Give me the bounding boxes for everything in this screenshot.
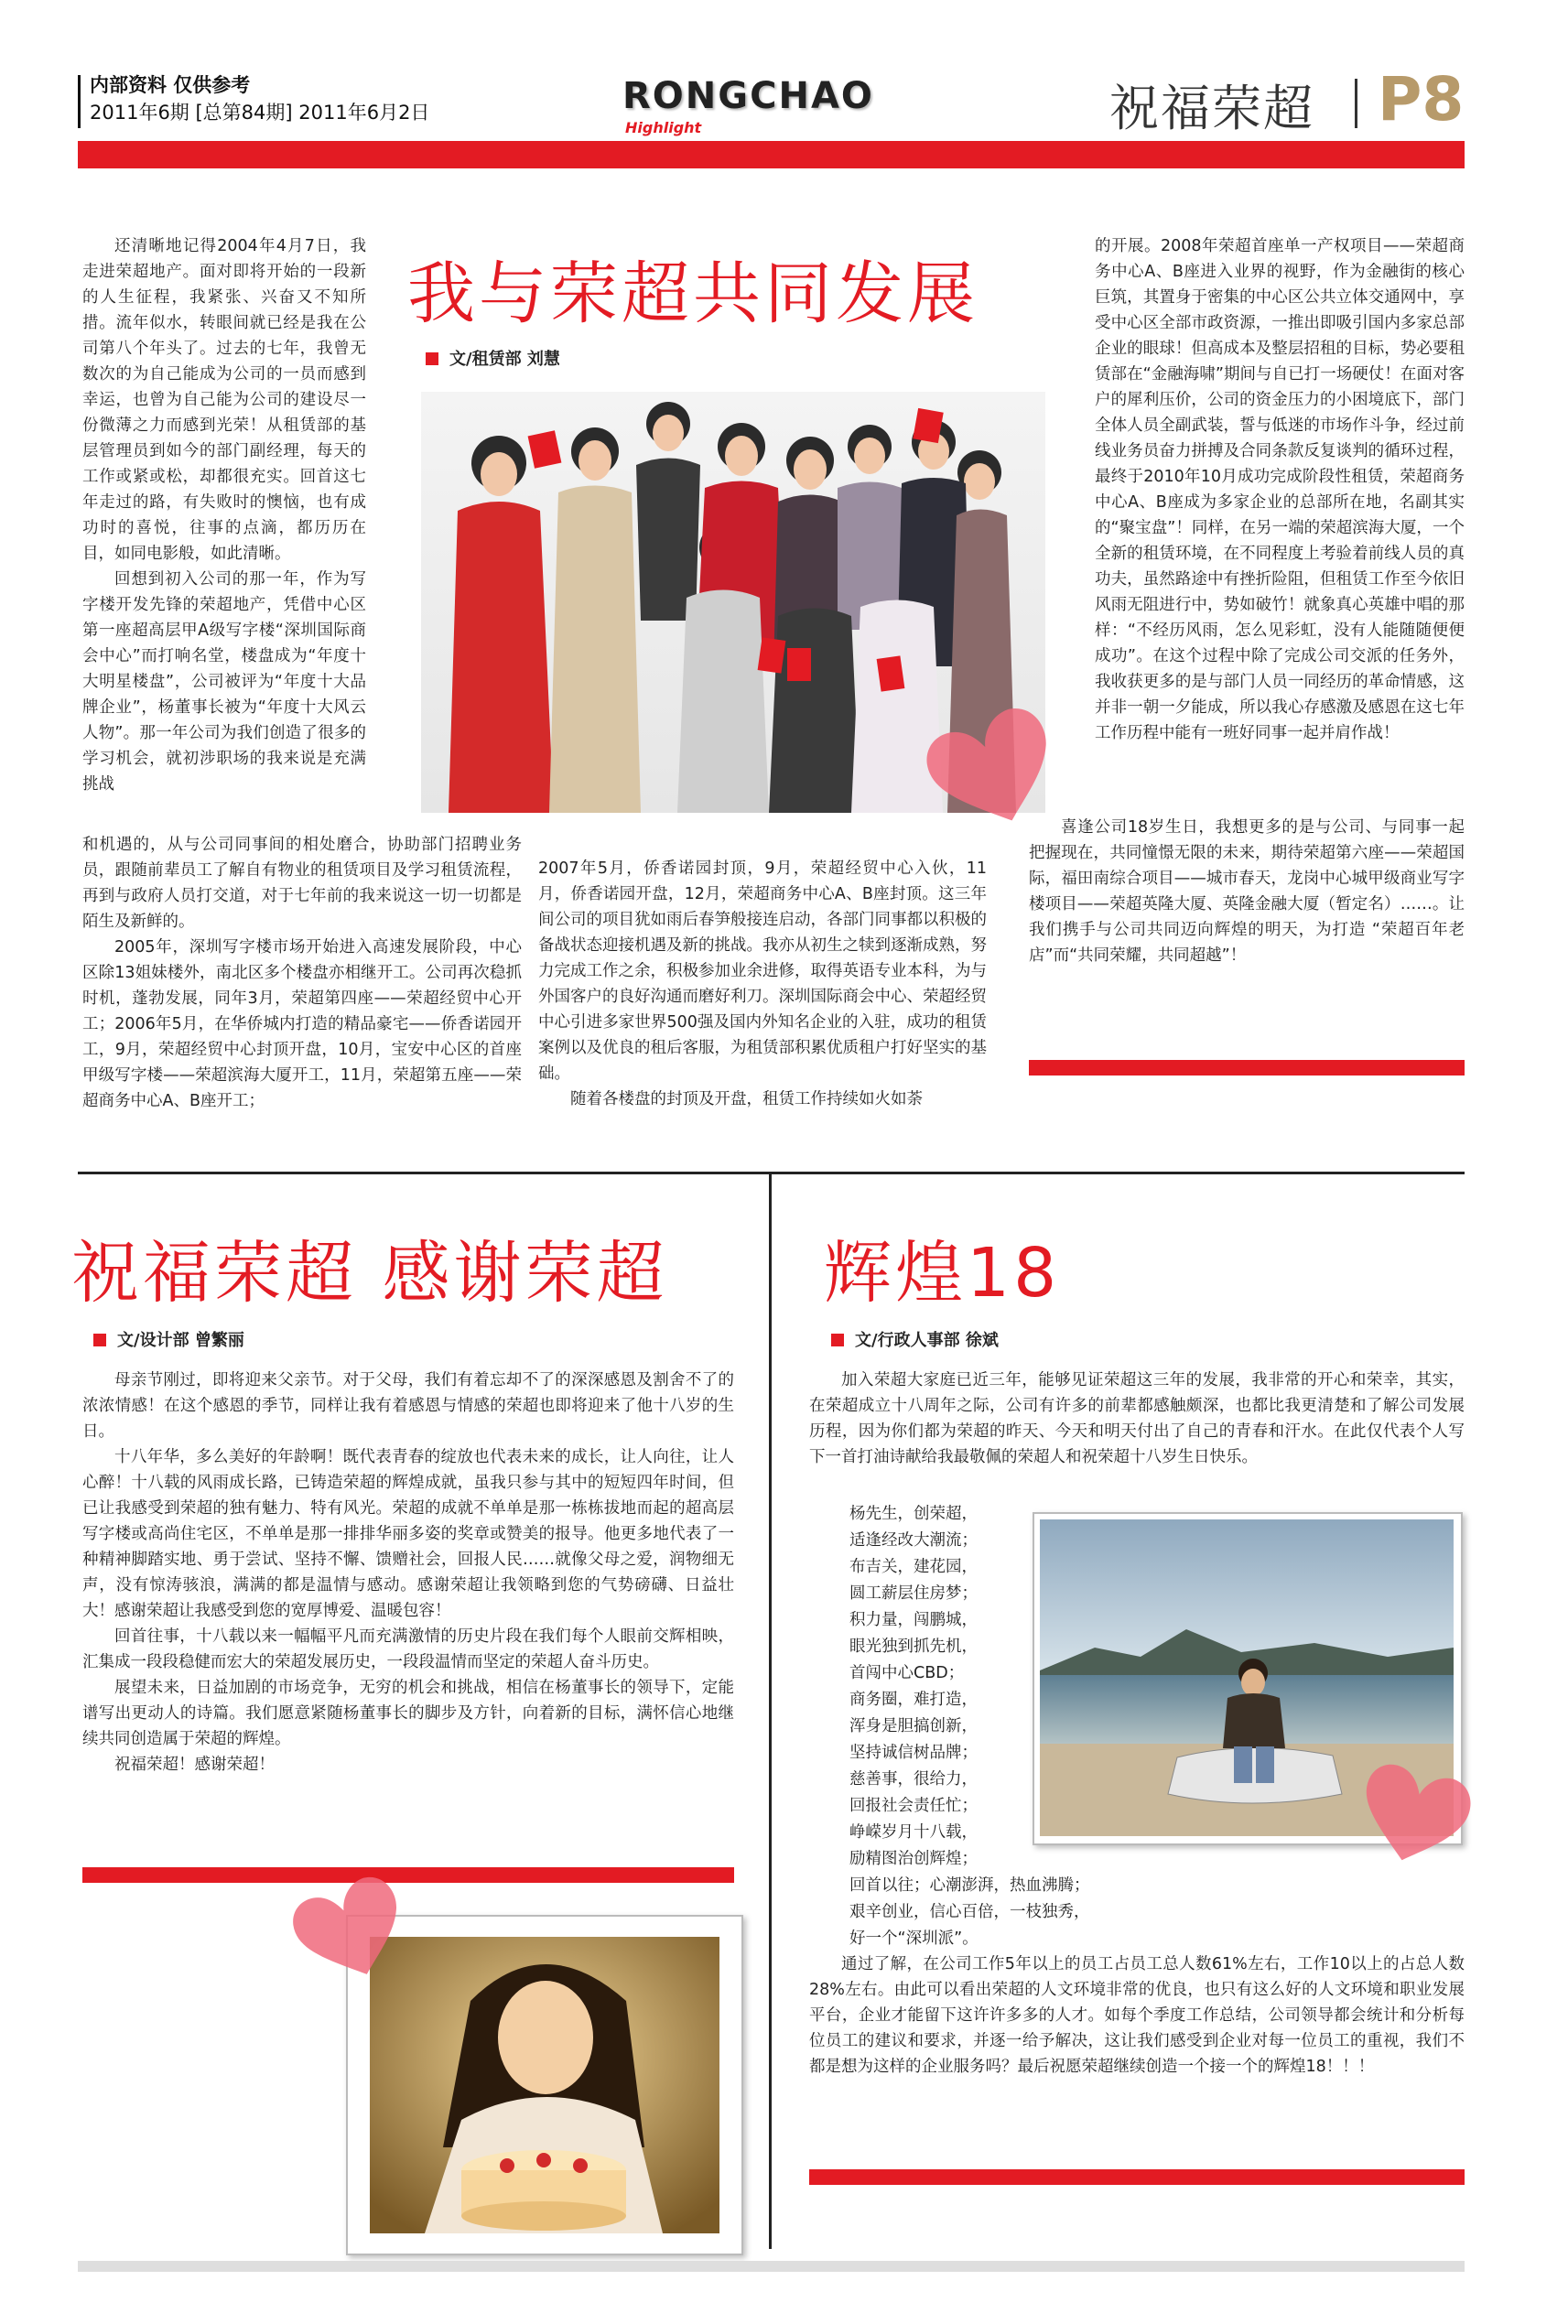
brand-subtitle: Highlight xyxy=(625,119,702,136)
article3-byline xyxy=(831,1327,999,1351)
poem-line: 回首以往；心潮澎湃，热血沸腾； xyxy=(849,1876,1090,1895)
issue-date: 2011年6期 [总第84期] 2011年6月2日 xyxy=(90,102,430,124)
brand-logo: RONGCHAO xyxy=(622,75,874,117)
cake-photo xyxy=(370,1937,719,2233)
article1-paragraph: 回想到初入公司的那一年，作为写字楼开发先锋的荣超地产，凭借中心区第一座超高层甲A级写字楼“深圳国际商会中心”而打响名堂，楼盘成为“年度十大明星楼盘”，公司被评为“年度十大品牌企业”，杨董事长被为“年度十大风云人物”。那一年公司为我们创造了很多的学习机会，就初涉职场的我来说是充满挑战 xyxy=(82,570,366,794)
poem-line: 艰辛创业，信心百倍，一枝独秀， xyxy=(849,1903,1090,1921)
article2-paragraph: 回首往事，十八载以来一幅幅平凡而充满激情的历史片段在我们每个人眼前交辉相映，汇集成一段段稳健而宏大的荣超发展历史，一段段温情而坚定的荣超人奋斗历史。 xyxy=(82,1627,734,1671)
page-number: P8 xyxy=(1378,64,1465,135)
poem-line: 适逢经改大潮流； xyxy=(849,1531,978,1550)
article1-col2 xyxy=(538,856,987,1112)
poem-line: 商务圈，难打造， xyxy=(849,1691,978,1709)
byline-marker xyxy=(93,1334,106,1346)
article2-body xyxy=(82,1367,734,1778)
article1-col1-wide xyxy=(82,832,522,1114)
heart-icon xyxy=(925,705,1062,833)
article1-paragraph: 还清晰地记得2004年4月7日，我走进荣超地产。面对即将开始的一段新的人生征程，我紧张、兴奋又不知所措。流年似水，转眼间就已经是我在公司第八个年头了。过去的七年，我曾无数次的为自己能成为公司的一员而感到幸运，也曾为自己能为公司的建设尽一份微薄之力而感到光荣！从租赁部的基层管理员到如今的部门副经理，每天的工作或紧或松，却都很充实。回首这七年走过的路，有失败时的懊恼，也有成功时的喜悦，往事的点滴，都历历在目，如同电影般，如此清晰。 xyxy=(82,237,366,563)
article3-paragraph: 加入荣超大家庭已近三年，能够见证荣超这三年的发展，我非常的开心和荣幸，其实，在荣超成立十八周年之际，公司有许多的前辈都感触颇深，也都比我更清楚和了解公司发展历程，因为你们都为荣超的昨天、今天和明天付出了自己的青春和汗水。在此仅代表个人写下一首打油诗献给我最敬佩的荣超人和祝荣超十八岁生日快乐。 xyxy=(809,1371,1465,1466)
poem-line: 慈善事，很给力， xyxy=(849,1770,978,1789)
title-separator xyxy=(1355,79,1357,128)
article1-paragraph: 喜逢公司18岁生日，我想更多的是与公司、与同事一起把握现在，共同憧憬无限的未来，期待荣超第六座——荣超国际，福田南综合项目——城市春天，龙岗中心城甲级商业写字楼项目——荣超英隆大厦、英隆金融大厦（暂定名）……。让我们携手与公司共同迈向辉煌的明天，为打造 “荣超百年老店”而“共同荣耀，共同超越”！ xyxy=(1029,818,1465,965)
article1-end-bar xyxy=(1029,1060,1465,1076)
column-divider xyxy=(769,1173,772,2249)
article3-outro xyxy=(809,1951,1465,2080)
poem-line: 浑身是胆搞创新， xyxy=(849,1717,978,1735)
footer-bar xyxy=(78,2261,1465,2272)
section-title: 祝福荣超 xyxy=(1109,80,1314,137)
article2-paragraph: 展望未来，日益加剧的市场竞争，无穷的机会和挑战，相信在杨董事长的领导下，定能谱写出更动人的诗篇。我们愿意紧随杨董事长的脚步及方针，向着新的目标，满怀信心地继续共同创造属于荣超的辉煌。 xyxy=(82,1679,734,1748)
article1-col3-wide xyxy=(1029,815,1465,968)
article3-end-bar xyxy=(809,2169,1465,2185)
issue-info xyxy=(90,71,429,126)
article2-paragraph: 十八年华，多么美好的年龄啊！既代表青春的绽放也代表未来的成长，让人向往，让人心醉！十八载的风雨成长路，已铸造荣超的辉煌成就，虽我只参与其中的短短四年时间，但已让我感受到荣超的独有魅力、特有风光。荣超的成就不单单是那一栋栋拔地而起的超高层写字楼或高尚住宅区，不单单是那一排排华丽多姿的奖章或赞美的报导。他更多地代表了一种精神脚踏实地、勇于尝试、坚持不懈、馈赠社会，回报人民……就像父母之爱，润物细无声，没有惊涛骇浪，满满的都是温情与感动。感谢荣超让我领略到您的气势磅礴、日益壮大！感谢荣超让我感受到您的宽厚博爱、温暖包容！ xyxy=(82,1448,734,1620)
article1-byline xyxy=(426,346,560,370)
poem-line: 励精图治创辉煌； xyxy=(849,1850,978,1868)
article1-title: 我与荣超共同发展 xyxy=(407,254,979,333)
article1-paragraph: 和机遇的，从与公司同事间的相处磨合，协助部门招聘业务员，跟随前辈员工了解自有物业的租赁项目及学习租赁流程，再到与政府人员打交道，对于七年前的我来说这一切一切都是陌生及新鲜的。 xyxy=(82,836,522,931)
article1-paragraph: 2007年5月，侨香诺园封顶，9月，荣超经贸中心入伙，11月，侨香诺园开盘，12月，荣超商务中心A、B座封顶。这三年间公司的项目犹如雨后春笋般接连启动，各部门同事都以积极的备战状态迎接机遇及新的挑战。我亦从初生之犊到逐渐成熟，努力完成工作之余，积极参加业余进修，取得英语专业本科，为与外国客户的良好沟通而磨好利刀。深圳国际商会中心、荣超经贸中心引进多家世界500强及国内外知名企业的入驻，成功的租赁案例以及优良的租后客服，为租赁部积累优质租户打好坚实的基础。 xyxy=(538,859,987,1083)
article2-author: 文/设计部 曾繁丽 xyxy=(117,1331,244,1350)
article2-paragraph: 祝福荣超！感谢荣超！ xyxy=(114,1756,275,1774)
article1-author: 文/租赁部 刘慧 xyxy=(449,350,560,369)
poem-line: 眼光独到抓先机， xyxy=(849,1638,978,1656)
poem-line: 杨先生，创荣超， xyxy=(849,1505,978,1523)
article2-title: 祝福荣超 感谢荣超 xyxy=(71,1234,668,1313)
heart-icon xyxy=(1355,1759,1474,1869)
poem-line: 坚持诚信树品牌； xyxy=(849,1744,978,1762)
article1-paragraph: 随着各楼盘的封顶及开盘，租赁工作持续如火如荼 xyxy=(570,1090,923,1108)
poem-line: 回报社会责任忙； xyxy=(849,1797,978,1815)
poem-line: 好一个“深圳派”。 xyxy=(849,1929,979,1948)
header-red-bar xyxy=(78,141,1465,168)
article3-author: 文/行政人事部 徐斌 xyxy=(855,1331,999,1350)
heart-icon xyxy=(291,1875,410,1984)
poem-line: 首闯中心CBD； xyxy=(849,1664,965,1682)
article1-col1 xyxy=(82,233,366,797)
article2-paragraph: 母亲节刚过，即将迎来父亲节。对于父母，我们有着忘却不了的深深感恩及割舍不了的浓浓情感！在这个感恩的季节，同样让我有着感恩与情感的荣超也即将迎来了他十八岁的生日。 xyxy=(82,1371,734,1441)
header-divider xyxy=(78,75,81,128)
article3-title: 辉煌18 xyxy=(824,1234,1061,1313)
poem-line: 布吉关，建花园， xyxy=(849,1558,978,1576)
byline-marker xyxy=(831,1334,844,1346)
article1-col3 xyxy=(1095,233,1465,746)
article2-byline xyxy=(93,1327,244,1351)
poem-line: 峥嵘岁月十八载， xyxy=(849,1823,978,1842)
article1-paragraph: 的开展。2008年荣超首座单一产权项目——荣超商务中心A、B座进入业界的视野，作为金融街的核心巨筑，其置身于密集的中心区公共立体交通网中，享受中心区全部市政资源，一推出即吸引国内多家总部企业的眼球！但高成本及整层招租的目标，势必要租赁部在“金融海啸”期间与自已打一场硬仗！在面对客户的犀利压价，公司的资金压力的小困境底下，部门全体人员全副武装，誓与低迷的市场作斗争，经过前线业务员奋力拼搏及合同条款反复谈判的循环过程，最终于2010年10月成功完成阶段性租赁，荣超商务中心A、B座成为多家企业的总部所在地，名副其实的“聚宝盘”！同样，在另一端的荣超滨海大厦，一个全新的租赁环境，在不同程度上考验着前线人员的真功夫，虽然路途中有挫折险阻，但租赁工作至今依旧风雨无阻进行中，势如破竹！就象真心英雄中唱的那样：“不经历风雨，怎么见彩虹，没有人能随随便便成功”。在这个过程中除了完成公司交派的任务外，我收获更多的是与部门人员一同经历的革命情感，这并非一朝一夕能成，所以我心存感激及感恩在这七年工作历程中能有一班好同事一起并肩作战！ xyxy=(1095,237,1465,742)
article3-intro xyxy=(809,1367,1465,1470)
poem-line: 圆工薪层住房梦； xyxy=(849,1584,978,1603)
article3-paragraph: 通过了解，在公司工作5年以上的员工占员工总人数61%左右，工作10以上的占总人数28%左右。由此可以看出荣超的人文环境非常的优良，也只有这么好的人文环境和职业发展平台，企业才能留下这许许多多的人才。如每个季度工作总结，公司领导都会统计和分析每位员工的建议和要求，并逐一给予解决，这让我们感受到企业对每一位员工的重视，我们不都是想为这样的企业服务吗？最后祝愿荣超继续创造一个接一个的辉煌18！！！ xyxy=(809,1955,1465,2076)
internal-notice: 内部资料 仅供参考 xyxy=(90,74,251,96)
article1-paragraph: 2005年，深圳写字楼市场开始进入高速发展阶段，中心区除13姐妹楼外，南北区多个楼盘亦相继开工。公司再次稳抓时机，蓬勃发展，同年3月，荣超第四座——荣超经贸中心开工；2006年5月，在华侨城内打造的精品豪宅——侨香诺园开工，9月，荣超经贸中心封顶开盘，10月，宝安中心区的首座甲级写字楼——荣超滨海大厦开工，11月，荣超第五座——荣超商务中心A、B座开工； xyxy=(82,938,522,1110)
poem-line: 积力量，闯鹏城， xyxy=(849,1611,978,1629)
byline-marker xyxy=(426,352,438,365)
